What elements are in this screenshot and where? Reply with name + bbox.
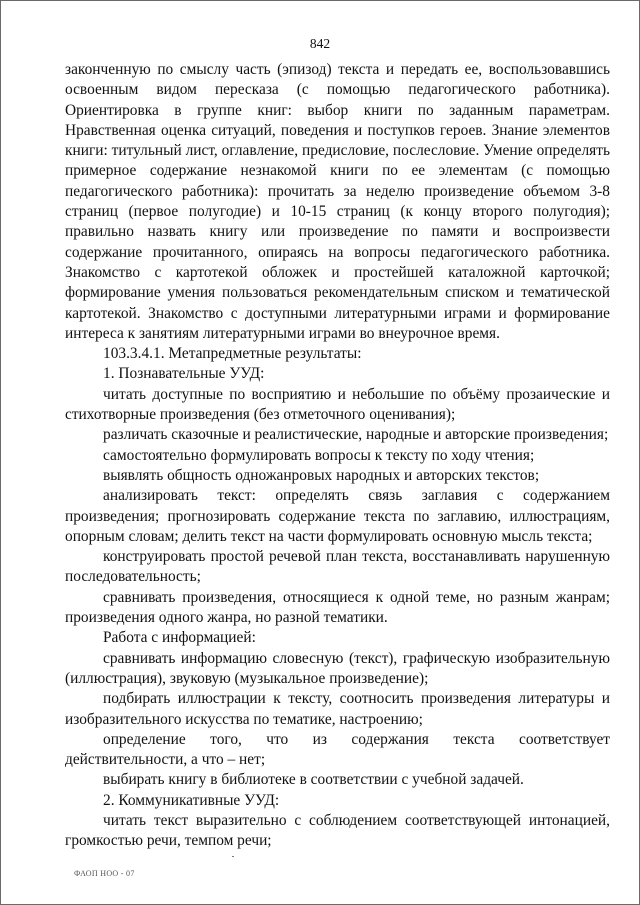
list-item: определение того, что из содержания текста соответствует действительности, а что – нет; [65,730,610,769]
list-item: самостоятельно формулировать вопросы к тексту по ходу чтения; [103,446,535,464]
list-item: читать текст выразительно с соблюдением соответствующей интонацией, громкостью речи, темпом речи; [65,811,610,850]
list-item: читать доступные по восприятию и небольшие по объёму прозаические и стихотворные произведения (без отметочного оценивания); [65,385,610,424]
list-item: подбирать иллюстрации к тексту, соотносить произведения литературы и изобразительного искусства по тематике, настроению; [65,690,610,728]
page-number: 842 [309,36,331,51]
list-item: выявлять общность одножанровых народных и авторских текстов; [103,466,540,484]
list-item: конструировать простой речевой план текста, восстанавливать нарушенную последовательность; [65,548,610,586]
list-item: сравнивать информацию словесную (текст), графическую изобразительную (иллюстрация), звуковую (музыкальное произведение); [65,649,610,687]
paragraph-reading-skills: законченную по смыслу часть (эпизод) текста и передать ее, воспользовавшись освоенным видом пересказа (с помощью педагогического работника). Ориентировка в группе книг: выбор книги по заданным параметрам. Нравственная оценка ситуаций, поведения и поступков героев. Знание элементов книги: титульный лист, оглавление, предисловие, послесловие. Умение определять примерное содержание незнакомой книги по ее элементам (с помощью педагогического работника): прочитать за неделю произведение объемом 3-8 страниц (первое полугодие) и 10-15 страниц (к концу второго полугодия); правильно назвать книгу или произведение по памяти и воспроизвести содержание прочитанного, опираясь на вопросы педагогического работника. Знакомство с картотекой обложек и простейшей каталожной карточкой; формирование умения пользоваться рекомендательным списком и тематической картотекой. Знакомство с доступными литературными играми и формирование интереса к занятиям литературными играми во внеурочное время. [65,61,610,342]
section-heading-metasubject: 103.3.4.1. Метапредметные результаты: [103,345,362,363]
list-item: выбирать книгу в библиотеке в соответствии с учебной задачей. [103,771,524,789]
list-item: различать сказочные и реалистические, народные и авторские произведения; [103,426,609,444]
subheading-cognitive-uud: 1. Познавательные УУД: [103,365,265,383]
subheading-information-work: Работа с информацией: [103,629,256,647]
document-body [65,60,610,852]
list-item: анализировать текст: определять связь заглавия с содержанием произведения; прогнозировать содержание текста по заглавию, иллюстрациям, опорным словам; делить текст на части формулировать основную мысль текста; [65,487,610,545]
list-item: сравнивать произведения, относящиеся к одной теме, но разным жанрам; произведения одного жанра, но разной тематики. [65,588,610,627]
footer-document-code: ФАОП НОО - 07 [74,869,135,878]
scan-speck [232,856,234,857]
subheading-communicative-uud: 2. Коммуникативные УУД: [103,791,280,809]
